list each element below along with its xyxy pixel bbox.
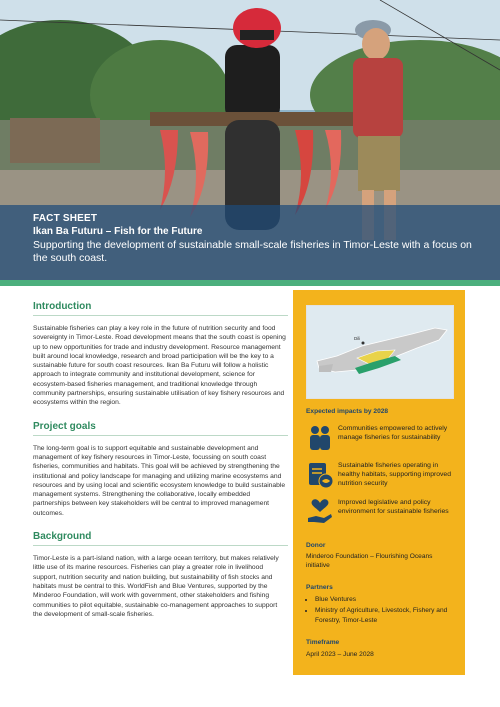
impacts-heading: Expected impacts by 2028	[306, 408, 389, 415]
impact-item	[306, 461, 456, 497]
section-heading-introduction: Introduction	[33, 297, 288, 316]
sidebar-panel	[293, 290, 465, 675]
section-text-introduction: Sustainable fisheries can play a key role in the future of nutrition security and food sovereignty in Timor-Leste. Road development means that the south coast is opening up to new opportunities for trade and industry development. Resource management built around local knowledge, research and broad participation will be the key to a sustainable future for south coast resources. Ikan Ba Futuru will follow a holistic approach to integrate community and institutional development, science for ecosystem-based fisheries management, and traditional knowledge through community partnerships, ensuring sustainable utilisation of key fishery resources and ecosystems within the region.	[33, 325, 286, 407]
people-icon	[306, 424, 334, 452]
title-banner	[0, 205, 500, 280]
project-subtitle: Supporting the development of sustainable small-scale fisheries in Timor-Leste with a focus on the south coast.	[33, 239, 472, 264]
impact-text: Communities empowered to actively manage fisheries for sustainability	[338, 425, 448, 442]
map-illustration	[307, 306, 453, 398]
partners-label: Partners	[306, 584, 333, 591]
heart-hand-icon	[306, 498, 334, 526]
donor-label: Donor	[306, 542, 326, 549]
timeframe-value: April 2023 – June 2028	[306, 651, 374, 658]
section-heading-background: Background	[33, 527, 288, 546]
project-title: Ikan Ba Futuru – Fish for the Future	[33, 226, 203, 237]
impact-text: Sustainable fisheries operating in healthy habitats, supporting improved nutrition security	[338, 462, 451, 488]
impact-item	[306, 498, 456, 534]
divider-bar	[0, 280, 500, 286]
donor-value: Minderoo Foundation – Flourishing Oceans initiative	[306, 553, 433, 570]
impact-text: Improved legislative and policy environment for sustainable fisheries	[338, 499, 449, 516]
fact-sheet-label: FACT SHEET	[33, 213, 98, 224]
timor-leste-map	[306, 305, 454, 399]
section-text-background: Timor-Leste is a part-island nation, with a large ocean territory, but makes relatively little use of its marine resources. Fisheries can play a greater role in livelihood support, nutrition security and nation building, but sustainability of fish stocks and habitats must be central to this. WorldFish and Blue Ventures, supported by the Minderoo Foundation, will work with government, other stakeholders and fishing communities to pilot equitable, sustainable co-management approaches to support the development of small-scale fisheries.	[33, 555, 279, 618]
partner-item: • Ministry of Agriculture, Livestock, Fishery and Forestry, Timor-Leste	[315, 606, 456, 625]
map-city-label: Dili	[354, 336, 361, 341]
partners-list	[306, 595, 456, 627]
main-column	[33, 297, 288, 628]
section-text-project-goals: The long-term goal is to support equitable and sustainable development and management of key fishery resources in Timor-Leste, focussing on south coast fisheries, communities and habitats. This goal will be achieved by strengthening the institutional and policy landscape for managing and utilizing marine ecosystems and resources and by using local and scientific ecosystem knowledge to build sustainable management systems. Strengthening the collaborative, locally embedded partnerships between key stakeholders will be central to improved management outcomes.	[33, 444, 286, 517]
section-heading-project-goals: Project goals	[33, 417, 288, 436]
fish-document-icon	[306, 461, 334, 489]
impact-item	[306, 424, 456, 460]
partner-item: • Blue Ventures	[315, 595, 456, 604]
timeframe-label: Timeframe	[306, 639, 340, 646]
